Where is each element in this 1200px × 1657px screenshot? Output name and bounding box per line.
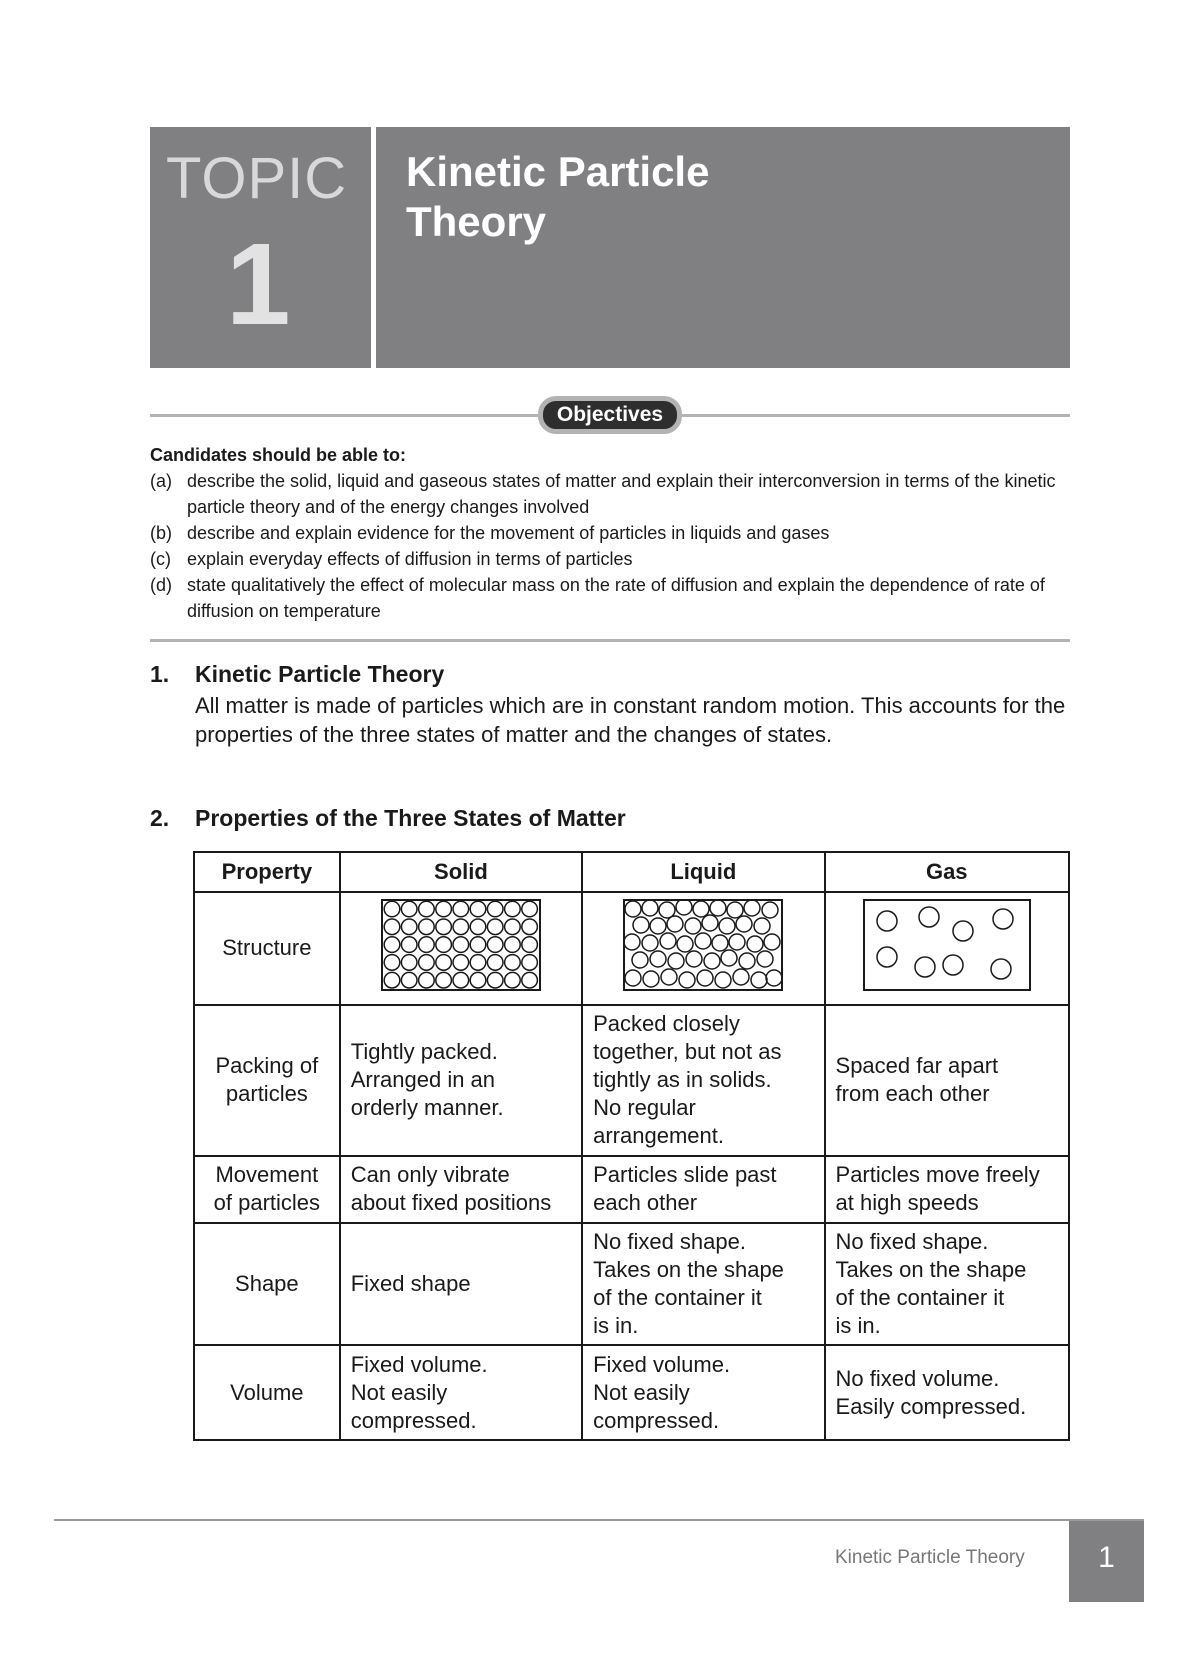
container-box xyxy=(864,900,1030,990)
particle xyxy=(505,955,521,971)
cell-text-line: together, but not as xyxy=(593,1039,782,1065)
objective-item xyxy=(150,546,1072,572)
particle xyxy=(505,937,521,953)
objectives-rule-right xyxy=(680,414,1070,417)
properties-table xyxy=(193,851,1070,1441)
topic-title-line-2: Theory xyxy=(406,198,547,245)
cell-text-line: Can only vibrate xyxy=(350,1162,510,1188)
cell-text-line: Easily compressed. xyxy=(835,1393,1027,1419)
particle xyxy=(384,937,400,953)
particle xyxy=(766,970,782,986)
particle xyxy=(487,919,503,935)
objective-text: state qualitatively the effect of molecular mass on the rate of diffusion and explain the dependence of rate of diffusion on temperature xyxy=(187,575,1045,621)
objective-text: explain everyday effects of diffusion in terms of particles xyxy=(187,549,633,569)
particle xyxy=(633,917,649,933)
particle xyxy=(877,947,897,967)
section-number: 1. xyxy=(150,661,170,687)
particle xyxy=(733,969,749,985)
cell-gas xyxy=(825,1223,1069,1346)
table-header-row xyxy=(194,852,1069,892)
cell-text-line: from each other xyxy=(835,1081,990,1107)
particle xyxy=(522,901,538,917)
cell-text-line: No fixed shape. xyxy=(593,1229,746,1255)
particle xyxy=(721,950,737,966)
structure-label: Structure xyxy=(194,892,340,1005)
table-row xyxy=(194,1345,1069,1440)
particle xyxy=(668,953,684,969)
particle xyxy=(436,972,452,988)
cell-text-line: Arranged in an xyxy=(350,1067,496,1093)
particle xyxy=(453,901,469,917)
cell-text-line: Shape xyxy=(235,1271,299,1297)
objective-item xyxy=(150,468,1072,520)
particle xyxy=(677,936,693,952)
cell-gas xyxy=(825,1005,1069,1156)
objective-letter: (a) xyxy=(150,471,172,491)
particle xyxy=(693,901,709,917)
topic-title-line-1: Kinetic Particle xyxy=(406,148,710,195)
particle xyxy=(401,919,417,935)
particle xyxy=(453,919,469,935)
table-row xyxy=(194,1223,1069,1346)
particle xyxy=(702,915,718,931)
cell-text-line: each other xyxy=(593,1190,698,1216)
particle xyxy=(625,970,641,986)
cell-text-line: Not easily xyxy=(350,1379,448,1405)
objective-item xyxy=(150,572,1072,624)
cell-text-line: compressed. xyxy=(350,1407,477,1433)
table-row xyxy=(194,1156,1069,1223)
cell-text-line: Movement xyxy=(215,1162,319,1188)
particle xyxy=(747,936,763,952)
section-title: Properties of the Three States of Matter xyxy=(195,805,626,831)
page-number: 1 xyxy=(1069,1521,1144,1602)
particle xyxy=(685,918,701,934)
header-divider xyxy=(371,127,376,368)
cell-text-line: of particles xyxy=(213,1190,321,1216)
particle xyxy=(384,955,400,971)
cell-text-line: No fixed shape. xyxy=(835,1229,989,1255)
particle xyxy=(401,937,417,953)
particle xyxy=(522,955,538,971)
objectives-rule-bottom xyxy=(150,639,1070,642)
structure-solid xyxy=(340,892,582,1005)
liquid-particles-diagram xyxy=(623,899,783,991)
section-body: All matter is made of particles which are in constant random motion. This accounts for the properties of the three states of matter and the changes of states. xyxy=(195,693,1066,747)
cell-text-line: Tightly packed. xyxy=(350,1039,498,1065)
cell-text-line: particles xyxy=(225,1081,308,1107)
section-properties xyxy=(150,805,1070,835)
cell-text-line: No fixed volume. xyxy=(835,1365,1000,1391)
particle xyxy=(487,972,503,988)
particle xyxy=(727,902,743,918)
particle xyxy=(943,955,963,975)
particle xyxy=(470,955,486,971)
header-solid: Solid xyxy=(340,852,582,892)
particle xyxy=(642,935,658,951)
objective-letter: (d) xyxy=(150,575,172,595)
particle xyxy=(643,971,659,987)
cell-text-line: Not easily xyxy=(593,1379,690,1405)
particle xyxy=(470,919,486,935)
particle xyxy=(436,937,452,953)
particle xyxy=(505,919,521,935)
gas-particles-diagram xyxy=(863,899,1031,991)
cell-text-line: at high speeds xyxy=(835,1190,979,1216)
particle xyxy=(384,901,400,917)
objectives-rule-left xyxy=(150,414,540,417)
header-property: Property xyxy=(194,852,340,892)
particle xyxy=(419,955,435,971)
structure-liquid xyxy=(582,892,824,1005)
particle xyxy=(953,921,973,941)
particle xyxy=(764,934,780,950)
objectives-lead: Candidates should be able to: xyxy=(150,445,407,465)
particle xyxy=(751,972,767,988)
footer-rule xyxy=(54,1519,1144,1521)
objective-letter: (b) xyxy=(150,523,172,543)
particle xyxy=(522,937,538,953)
particle xyxy=(695,933,711,949)
cell-gas xyxy=(825,1156,1069,1223)
cell-gas xyxy=(825,1345,1069,1440)
particle xyxy=(470,937,486,953)
cell-text-line: Fixed volume. xyxy=(593,1351,731,1377)
particle xyxy=(470,972,486,988)
particle xyxy=(470,901,486,917)
particle xyxy=(453,937,469,953)
particle xyxy=(739,953,755,969)
particle xyxy=(660,933,676,949)
cell-text-line: Particles slide past xyxy=(593,1162,777,1188)
particle xyxy=(729,934,745,950)
cell-solid xyxy=(340,1156,582,1223)
section-number: 2. xyxy=(150,805,170,831)
row-label xyxy=(194,1223,340,1346)
cell-solid xyxy=(340,1005,582,1156)
particle xyxy=(487,955,503,971)
particle xyxy=(419,901,435,917)
particle xyxy=(686,951,702,967)
particle xyxy=(915,957,935,977)
table-row-structure xyxy=(194,892,1069,1005)
particle xyxy=(505,972,521,988)
particle xyxy=(624,934,640,950)
particle xyxy=(419,919,435,935)
objective-text: describe the solid, liquid and gaseous states of matter and explain their interconversion in terms of the kinetic particle theory and of the energy changes involved xyxy=(187,471,1056,517)
objective-letter: (c) xyxy=(150,549,171,569)
particle xyxy=(436,919,452,935)
particle xyxy=(697,970,713,986)
particle xyxy=(632,952,648,968)
particle xyxy=(712,935,728,951)
particle xyxy=(419,937,435,953)
cell-text-line: of the container it xyxy=(593,1285,762,1311)
particle xyxy=(650,918,666,934)
topic-word: TOPIC xyxy=(166,146,348,211)
particle xyxy=(453,955,469,971)
particle xyxy=(401,972,417,988)
particle xyxy=(522,919,538,935)
particle xyxy=(436,901,452,917)
cell-text-line: Particles move freely xyxy=(835,1162,1040,1188)
table-row xyxy=(194,1005,1069,1156)
particle xyxy=(719,918,735,934)
objectives-badge: Objectives xyxy=(538,396,682,434)
particle xyxy=(762,902,778,918)
cell-solid xyxy=(340,1223,582,1346)
structure-gas xyxy=(825,892,1069,1005)
particle xyxy=(384,972,400,988)
cell-text-line: Volume xyxy=(230,1379,304,1405)
particle xyxy=(453,972,469,988)
particle xyxy=(710,900,726,916)
particle xyxy=(650,951,666,967)
solid-particles-diagram xyxy=(381,899,541,991)
cell-text-line: orderly manner. xyxy=(350,1095,504,1121)
particle xyxy=(642,900,658,916)
cell-solid xyxy=(340,1345,582,1440)
topic-header xyxy=(150,127,1070,368)
particle xyxy=(487,937,503,953)
particle xyxy=(487,901,503,917)
particle xyxy=(505,901,521,917)
particle xyxy=(919,907,939,927)
topic-number: 1 xyxy=(226,219,291,349)
cell-text-line: is in. xyxy=(835,1313,881,1339)
particle xyxy=(744,900,760,916)
particle xyxy=(704,953,720,969)
cell-text-line: compressed. xyxy=(593,1407,720,1433)
particle xyxy=(419,972,435,988)
particle xyxy=(993,909,1013,929)
cell-text-line: Takes on the shape xyxy=(835,1257,1027,1283)
particle xyxy=(679,972,695,988)
row-label xyxy=(194,1156,340,1223)
particle xyxy=(522,972,538,988)
cell-text-line: about fixed positions xyxy=(350,1190,552,1216)
cell-text-line: No regular xyxy=(593,1095,696,1121)
cell-text-line: of the container it xyxy=(835,1285,1005,1311)
cell-text-line: tightly as in solids. xyxy=(593,1067,772,1093)
particle xyxy=(991,959,1011,979)
particle xyxy=(877,911,897,931)
particle xyxy=(436,955,452,971)
cell-text-line: Takes on the shape xyxy=(593,1257,784,1283)
particle xyxy=(676,899,692,915)
particle xyxy=(736,916,752,932)
header-gas: Gas xyxy=(825,852,1069,892)
cell-text-line: Fixed shape xyxy=(350,1271,471,1297)
particle xyxy=(401,901,417,917)
cell-text-line: arrangement. xyxy=(593,1123,724,1149)
cell-text-line: Fixed volume. xyxy=(350,1351,488,1377)
cell-liquid xyxy=(582,1345,824,1440)
cell-text-line: Spaced far apart xyxy=(835,1053,999,1079)
cell-liquid xyxy=(582,1005,824,1156)
header-liquid: Liquid xyxy=(582,852,824,892)
particle xyxy=(401,955,417,971)
section-kinetic-theory xyxy=(150,661,1070,751)
row-label xyxy=(194,1345,340,1440)
cell-text-line: Packed closely xyxy=(593,1011,740,1037)
cell-liquid xyxy=(582,1156,824,1223)
objective-item xyxy=(150,520,1072,546)
row-label xyxy=(194,1005,340,1156)
cell-liquid xyxy=(582,1223,824,1346)
objective-text: describe and explain evidence for the movement of particles in liquids and gases xyxy=(187,523,830,543)
particle xyxy=(384,919,400,935)
footer-running-title: Kinetic Particle Theory xyxy=(835,1547,1025,1568)
cell-text-line: is in. xyxy=(593,1313,639,1339)
topic-title xyxy=(406,147,1026,247)
section-title: Kinetic Particle Theory xyxy=(195,661,445,687)
container-box xyxy=(382,900,540,990)
particle xyxy=(667,916,683,932)
particle xyxy=(715,972,731,988)
cell-text-line: Packing of xyxy=(215,1053,319,1079)
particle xyxy=(754,918,770,934)
particle xyxy=(757,951,773,967)
particle xyxy=(661,969,677,985)
particle xyxy=(625,901,641,917)
objectives-list xyxy=(150,442,1072,624)
